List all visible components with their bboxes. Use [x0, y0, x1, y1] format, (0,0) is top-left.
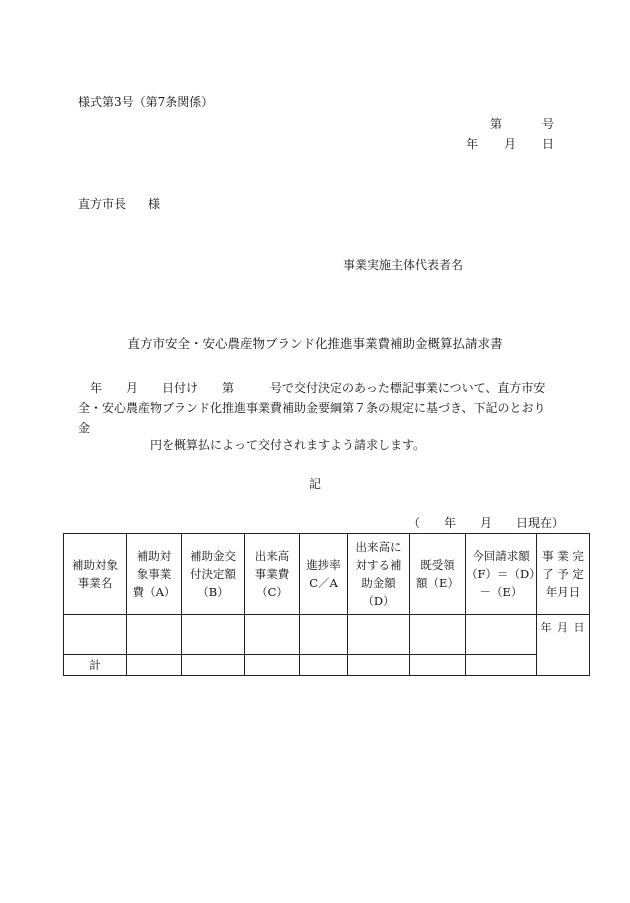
- body-line-3: 金: [78, 421, 91, 435]
- cell-project-name[interactable]: [64, 615, 127, 655]
- document-number: [490, 118, 554, 130]
- header-eligible-cost: 補助対 象事業 費（A）: [127, 534, 182, 615]
- form-id: 様式第3号（第7条関係）: [78, 95, 214, 109]
- body-text: [78, 378, 558, 438]
- completion-date-placeholder: 年 月 日: [540, 621, 586, 634]
- cell-progress-grant[interactable]: [348, 615, 410, 655]
- total-received[interactable]: [410, 655, 466, 676]
- total-label: 計: [64, 655, 127, 676]
- cell-received[interactable]: [410, 615, 466, 655]
- date-day: 日: [542, 137, 555, 151]
- addressee-honorific: 様: [148, 197, 161, 211]
- table-row: [64, 615, 590, 655]
- header-grant-decision: 補助金交 付決定額 （B）: [182, 534, 245, 615]
- applicant-label: 事業実施主体代表者名: [343, 258, 464, 272]
- header-current-claim: 今回請求額 （F）＝（D） －（E）: [466, 534, 537, 615]
- total-progress-rate[interactable]: [300, 655, 348, 676]
- date-month: 月: [504, 137, 517, 151]
- date-year: 年: [466, 137, 479, 151]
- number-prefix: 第: [490, 117, 503, 131]
- header-completion-date: 事 業 完 了 予 定 年月日: [537, 534, 590, 615]
- cell-progress-rate[interactable]: [300, 615, 348, 655]
- document-date: [466, 138, 554, 150]
- header-progress-grant: 出来高に 対する補 助金額 （D）: [348, 534, 410, 615]
- total-eligible-cost[interactable]: [127, 655, 182, 676]
- cell-grant-decision[interactable]: [182, 615, 245, 655]
- claim-table: [63, 533, 590, 676]
- document-title: 直方市安全・安心農産物ブランド化推進事業費補助金概算払請求書: [127, 336, 503, 351]
- header-project-name: 補助対象 事業名: [64, 534, 127, 615]
- header-progress-cost: 出来高 事業費 （C）: [245, 534, 300, 615]
- as-of-date: （ 年 月 日現在）: [408, 516, 565, 530]
- ki-heading: 記: [308, 477, 321, 491]
- total-current-claim[interactable]: [466, 655, 537, 676]
- body-line-1: 年 月 日付け 第 号で交付決定のあった標記事業について、直方市安: [78, 381, 546, 395]
- addressee-name: 直方市長: [78, 197, 127, 211]
- cell-eligible-cost[interactable]: [127, 615, 182, 655]
- number-suffix: 号: [542, 117, 555, 131]
- header-received: 既受領 額（E）: [410, 534, 466, 615]
- table-total-row: [64, 655, 590, 676]
- table-header-row: [64, 534, 590, 615]
- total-grant-decision[interactable]: [182, 655, 245, 676]
- cell-completion-date[interactable]: [537, 615, 590, 676]
- cell-current-claim[interactable]: [466, 615, 537, 655]
- header-progress-rate: 進捗率 C／A: [300, 534, 348, 615]
- addressee: [78, 198, 160, 210]
- body-line-2: 全・安心農産物ブランド化推進事業費補助金要綱第７条の規定に基づき、下記のとおり: [78, 401, 546, 415]
- total-progress-grant[interactable]: [348, 655, 410, 676]
- cell-progress-cost[interactable]: [245, 615, 300, 655]
- amount-line: 円を概算払によって交付されますよう請求します。: [150, 438, 426, 452]
- total-progress-cost[interactable]: [245, 655, 300, 676]
